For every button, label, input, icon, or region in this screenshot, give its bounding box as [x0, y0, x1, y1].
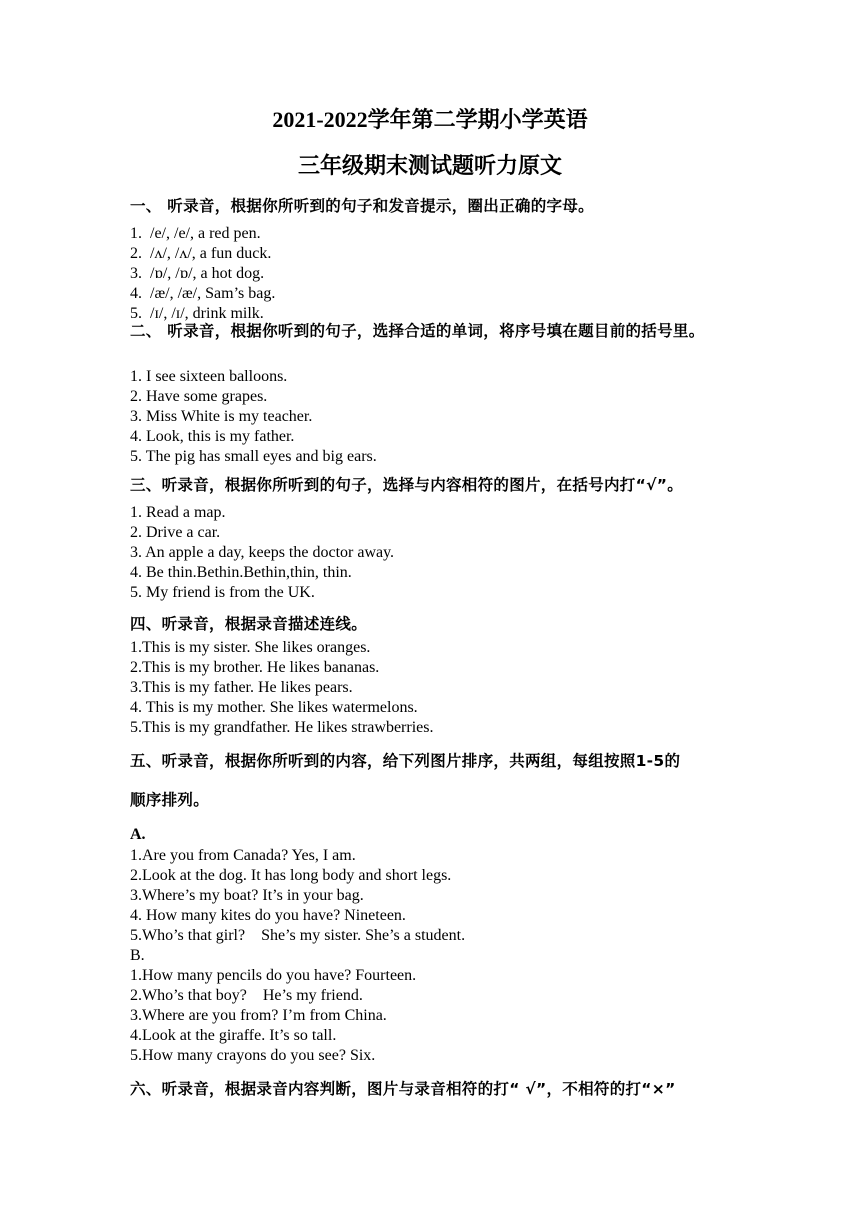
list-item: 1. I see sixteen balloons.	[130, 368, 288, 385]
section-1-heading: 一、 听录音，根据你所听到的句子和发音提示，圈出正确的字母。	[130, 197, 594, 215]
list-item: 1.This is my sister. She likes oranges.	[130, 639, 371, 656]
list-item: 3.Where’s my boat? It’s in your bag.	[130, 887, 364, 904]
list-item: 4. Look, this is my father.	[130, 428, 295, 445]
list-item: 5.This is my grandfather. He likes strawberries.	[130, 719, 434, 736]
section-6-heading: 六、听录音，根据录音内容判断，图片与录音相符的打“ √”，不相符的打“×”	[130, 1080, 676, 1098]
list-item: 5.Who’s that girl? She’s my sister. She’s a student.	[130, 927, 466, 944]
list-item: 4. This is my mother. She likes watermelons.	[130, 699, 418, 716]
list-item: 2. /ʌ/, /ʌ/, a fun duck.	[130, 245, 272, 262]
group-b-label: B.	[130, 947, 145, 964]
list-item: 5. The pig has small eyes and big ears.	[130, 448, 377, 465]
list-item: 3. Miss White is my teacher.	[130, 408, 313, 425]
section-2-list	[130, 367, 377, 467]
list-item: 2.Look at the dog. It has long body and short legs.	[130, 867, 452, 884]
list-item: 3. /ɒ/, /ɒ/, a hot dog.	[130, 265, 265, 282]
list-item: 3.Where are you from? I’m from China.	[130, 1007, 387, 1024]
list-item: 5. My friend is from the UK.	[130, 584, 315, 601]
list-item: 2.Who’s that boy? He’s my friend.	[130, 987, 363, 1004]
list-item: 5. /ɪ/, /ɪ/, drink milk.	[130, 305, 264, 322]
list-item: 2.This is my brother. He likes bananas.	[130, 659, 380, 676]
list-item: 1.How many pencils do you have? Fourteen.	[130, 967, 417, 984]
group-b-list	[130, 966, 416, 1066]
list-item: 2. Drive a car.	[130, 524, 221, 541]
list-item: 3. An apple a day, keeps the doctor away.	[130, 544, 395, 561]
section-2-heading: 二、 听录音，根据你听到的句子，选择合适的单词，将序号填在题目前的括号里。	[130, 322, 705, 340]
list-item: 5.How many crayons do you see? Six.	[130, 1047, 376, 1064]
list-item: 4.Look at the giraffe. It’s so tall.	[130, 1027, 337, 1044]
list-item: 1. /e/, /e/, a red pen.	[130, 225, 261, 242]
section-4-list	[130, 638, 433, 738]
section-5-heading: 五、听录音，根据你所听到的内容，给下列图片排序，共两组，每组按照1-5的	[130, 752, 681, 770]
section-1-list	[130, 224, 275, 324]
group-a-label: A.	[130, 826, 146, 843]
section-3-heading: 三、听录音，根据你所听到的句子，选择与内容相符的图片，在括号内打“√”。	[130, 476, 684, 494]
list-item: 4. /æ/, /æ/, Sam’s bag.	[130, 285, 276, 302]
group-a-list	[130, 846, 465, 946]
list-item: 4. How many kites do you have? Nineteen.	[130, 907, 406, 924]
section-3-list	[130, 503, 394, 603]
section-5-heading-cont: 顺序排列。	[130, 791, 210, 809]
list-item: 1.Are you from Canada? Yes, I am.	[130, 847, 356, 864]
list-item: 4. Be thin.Bethin.Bethin,thin, thin.	[130, 564, 352, 581]
list-item: 2. Have some grapes.	[130, 388, 268, 405]
list-item: 3.This is my father. He likes pears.	[130, 679, 353, 696]
document-title-line1: 2021-2022学年第二学期小学英语	[272, 107, 588, 132]
document-title-line2: 三年级期末测试题听力原文	[297, 153, 562, 178]
section-4-heading: 四、听录音，根据录音描述连线。	[130, 615, 368, 633]
list-item: 1. Read a map.	[130, 504, 226, 521]
